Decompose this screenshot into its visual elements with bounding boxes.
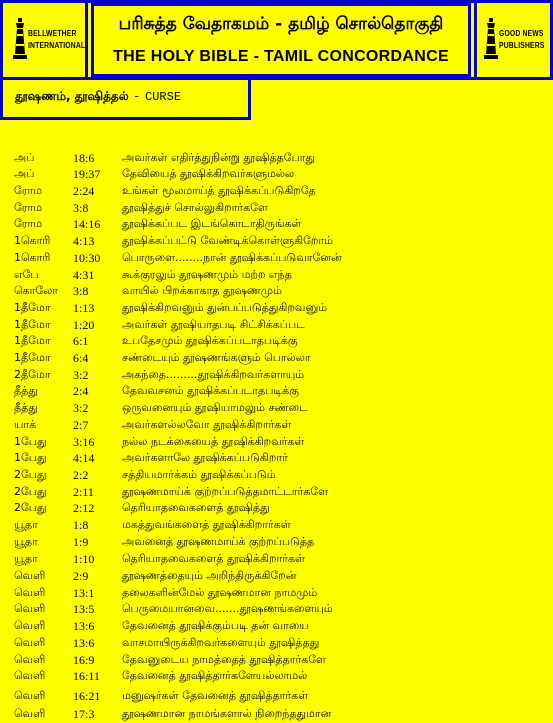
list-item (0, 652, 553, 668)
entry-reference: 17:3 (73, 707, 95, 721)
entry-reference: 1:10 (73, 552, 95, 566)
entry-book: 1கொரி (14, 251, 51, 264)
entry-text: மகத்துவங்களைத் தூஷிக்கிறார்கள் (122, 518, 291, 531)
entry-reference: 16:21 (73, 689, 101, 703)
entry-text: பொருளை........நான் தூஷிக்கப்படுவானேன் (122, 251, 342, 264)
list-item (0, 618, 553, 634)
list-item (0, 635, 553, 651)
list-item (0, 233, 553, 249)
entry-reference: 3:2 (73, 368, 89, 382)
entry-reference: 4:31 (73, 268, 95, 282)
section-tamil: தூஷணம், தூஷித்தல் (15, 89, 129, 103)
entry-reference: 13:1 (73, 586, 95, 600)
list-item (0, 283, 553, 299)
entry-reference: 6:4 (73, 351, 89, 365)
title-box (88, 0, 474, 80)
entry-book: ரோம (14, 184, 43, 197)
entry-reference: 19:37 (73, 167, 101, 181)
logo-right-line2: PUBLISHERS (499, 41, 545, 50)
entry-text: தெரியாதவைகளைத் தூஷிக்கிறார்கள் (122, 552, 305, 565)
entry-reference: 10:30 (73, 251, 101, 265)
entry-book: ரோம (14, 201, 43, 214)
list-item (0, 417, 553, 433)
list-item (0, 317, 553, 333)
entry-reference: 2:9 (73, 569, 89, 583)
entry-reference: 14:16 (73, 217, 101, 231)
entry-text: தூஷித்துச் சொல்லுகிறார்களே (122, 201, 268, 214)
list-item (0, 367, 553, 383)
entry-text: மனுஷர்கள் தேவனைத் தூஷித்தார்கள் (122, 689, 309, 702)
entry-book: 1தீமோ (14, 351, 51, 364)
entry-text: தேவனுடைய நாமத்தைத் தூஷித்தார்களே (122, 653, 326, 666)
entry-text: தூஷிக்கப்பட இடங்கொடாதிருங்கள் (122, 217, 302, 230)
list-item (0, 467, 553, 483)
entry-reference: 13:5 (73, 602, 95, 616)
entry-text: தூஷணமான நாமங்களால் நிறைந்ததுமான (122, 707, 332, 720)
entry-text: தேவனைத் தூஷித்தார்களேயல்லாமல் (122, 669, 308, 682)
entry-reference: 1:8 (73, 518, 89, 532)
entry-book: தீத்து (14, 384, 38, 397)
entry-book: வெளி (14, 602, 46, 615)
entry-book: வெளி (14, 619, 46, 632)
entry-reference: 4:14 (73, 451, 95, 465)
list-item (0, 434, 553, 450)
lighthouse-icon (483, 18, 499, 62)
entry-reference: 13:6 (73, 619, 95, 633)
list-item (0, 150, 553, 166)
entry-book: கொலோ (14, 284, 59, 297)
entry-text: தூஷிக்கப்பட்டு வேண்டிக்கொள்ளுகிறோம் (122, 234, 333, 247)
list-item (0, 534, 553, 550)
entry-text: தூஷணத்தையும் அறிந்திருக்கிறேன் (122, 569, 297, 582)
entry-text: அவனைத் தூஷணமாய்க் குற்றப்படுத்த (122, 535, 315, 548)
entry-text: அகந்தை.........தூஷிக்கிறவர்களாயும் (122, 368, 305, 381)
lighthouse-icon (12, 18, 28, 62)
entry-reference: 2:7 (73, 418, 89, 432)
list-item (0, 585, 553, 601)
entry-book: வெளி (14, 689, 46, 702)
entry-text: கூக்குரலும் தூஷணமும் மற்ற எந்த (122, 268, 292, 281)
entry-book: 2பேது (14, 501, 47, 514)
entry-reference: 4:13 (73, 234, 95, 248)
entry-book: வெளி (14, 569, 46, 582)
entry-text: ஒருவனையும் தூஷியாமலும் சண்டை (122, 401, 308, 414)
list-item (0, 350, 553, 366)
list-item (0, 216, 553, 232)
entry-text: நல்ல நடக்கையைத் தூஷிக்கிறவர்கள் (122, 435, 305, 448)
entry-reference: 16:9 (73, 653, 95, 667)
entry-text: தேவவசனம் தூஷிக்கப்படாதபடிக்கு (122, 384, 299, 397)
entry-text: தேவனைத் தூஷிக்கும்படி தன் வாயை (122, 619, 309, 632)
section-separator: - (134, 89, 140, 103)
list-item (0, 300, 553, 316)
entry-text: உபதேசமும் தூஷிக்கப்படாதபடிக்கு (122, 334, 298, 347)
section-heading (15, 89, 181, 105)
entry-text: சண்டையும் தூஷணங்களும் பொல்லா (122, 351, 311, 364)
entry-text: பெருமையானவை.......தூஷணங்களையும் (122, 602, 333, 615)
entry-book: 1பேது (14, 435, 47, 448)
list-item (0, 668, 553, 684)
entry-book: 2பேது (14, 468, 47, 481)
list-item (0, 500, 553, 516)
entry-text: அவர்களல்லவோ தூஷிக்கிறார்கள் (122, 418, 292, 431)
entry-reference: 3:2 (73, 401, 89, 415)
entry-reference: 16:11 (73, 669, 100, 683)
list-item (0, 166, 553, 182)
section-heading-box (0, 80, 251, 120)
logo-left-line1: BELLWETHER (28, 29, 77, 38)
entry-book: 2பேது (14, 485, 47, 498)
logo-left-line2: INTERNATIONAL (28, 41, 86, 50)
entry-reference: 13:6 (73, 636, 95, 650)
entry-reference: 2:4 (73, 384, 89, 398)
entry-reference: 2:11 (73, 485, 94, 499)
list-item (0, 568, 553, 584)
title-tamil: பரிசுத்த வேதாகமம் - தமிழ் சொல்தொகுதி (118, 14, 444, 34)
entry-book: யூதா (14, 552, 38, 565)
entry-book: யூதா (14, 535, 38, 548)
entry-reference: 1:9 (73, 535, 89, 549)
list-item (0, 183, 553, 199)
entry-reference: 2:12 (73, 501, 95, 515)
entry-reference: 2:24 (73, 184, 95, 198)
entry-book: தீத்து (14, 401, 38, 414)
entry-text: அவர்களாலே தூஷிக்கப்படுகிறார் (122, 451, 288, 464)
list-item (0, 383, 553, 399)
entry-text: அவர்கள் தூஷியாதபடி சிட்சிக்கப்பட (122, 318, 305, 331)
entry-book: அப் (14, 151, 35, 164)
list-item (0, 517, 553, 533)
entry-reference: 3:16 (73, 435, 95, 449)
entry-reference: 1:20 (73, 318, 95, 332)
list-item (0, 484, 553, 500)
list-item (0, 267, 553, 283)
entry-book: ரோம (14, 217, 43, 230)
entry-reference: 2:2 (73, 468, 89, 482)
list-item (0, 551, 553, 567)
list-item (0, 250, 553, 266)
list-item (0, 400, 553, 416)
list-item (0, 706, 553, 722)
entry-book: எபே (14, 268, 39, 281)
entry-reference: 3:8 (73, 201, 89, 215)
section-english: CURSE (145, 90, 182, 104)
entry-book: அப் (14, 167, 35, 180)
list-item (0, 200, 553, 216)
entry-text: உங்கள் மூலமாய்த் தூஷிக்கப்படுகிறதே (122, 184, 316, 197)
entry-book: வெளி (14, 669, 46, 682)
bellwether-logo (0, 0, 88, 80)
entry-book: 1பேது (14, 451, 47, 464)
entry-text: சத்தியமார்க்கம் தூஷிக்கப்படும் (122, 468, 276, 481)
entry-book: யூதா (14, 518, 38, 531)
entry-reference: 1:13 (73, 301, 95, 315)
entry-reference: 6:1 (73, 334, 89, 348)
entry-text: வாசமாயிருக்கிறவர்களையும் தூஷித்தது (122, 636, 320, 649)
entry-book: 1தீமோ (14, 318, 51, 331)
logo-right-line1: GOOD NEWS (499, 29, 544, 38)
entry-text: வாயில் பிறக்காகாத தூஷணமும் (122, 284, 282, 297)
entry-reference: 3:8 (73, 284, 89, 298)
entry-text: தெரியாதவைகளைத் தூஷித்து (122, 501, 270, 514)
entry-book: 2தீமோ (14, 368, 51, 381)
entry-book: 1கொரி (14, 234, 51, 247)
entry-text: தூஷணமாய்க் குற்றப்படுத்தமாட்டார்களே (122, 485, 329, 498)
list-item (0, 333, 553, 349)
entry-text: தலைகளின்மேல் தூஷணமான நாமமும் (122, 586, 318, 599)
title-english: THE HOLY BIBLE - TAMIL CONCORDANCE (113, 48, 449, 65)
entry-text: அவர்கள் எதிர்த்துநின்று தூஷித்தபோது (122, 151, 316, 164)
list-item (0, 601, 553, 617)
entry-book: வெளி (14, 636, 46, 649)
entry-book: வெளி (14, 653, 46, 666)
entry-book: 1தீமோ (14, 301, 51, 314)
entry-text: தூஷிக்கிறவனும் துன்பப்படுத்துகிறவனும் (122, 301, 328, 314)
entry-book: வெளி (14, 586, 46, 599)
entry-reference: 18:6 (73, 151, 95, 165)
list-item (0, 450, 553, 466)
entry-book: வெளி (14, 707, 46, 720)
entry-book: 1தீமோ (14, 334, 51, 347)
good-news-logo (474, 0, 553, 80)
entry-text: தேவியைத் தூஷிக்கிறவர்களுமல்ல (122, 167, 295, 180)
entry-book: யாக் (14, 418, 37, 431)
list-item (0, 688, 553, 704)
